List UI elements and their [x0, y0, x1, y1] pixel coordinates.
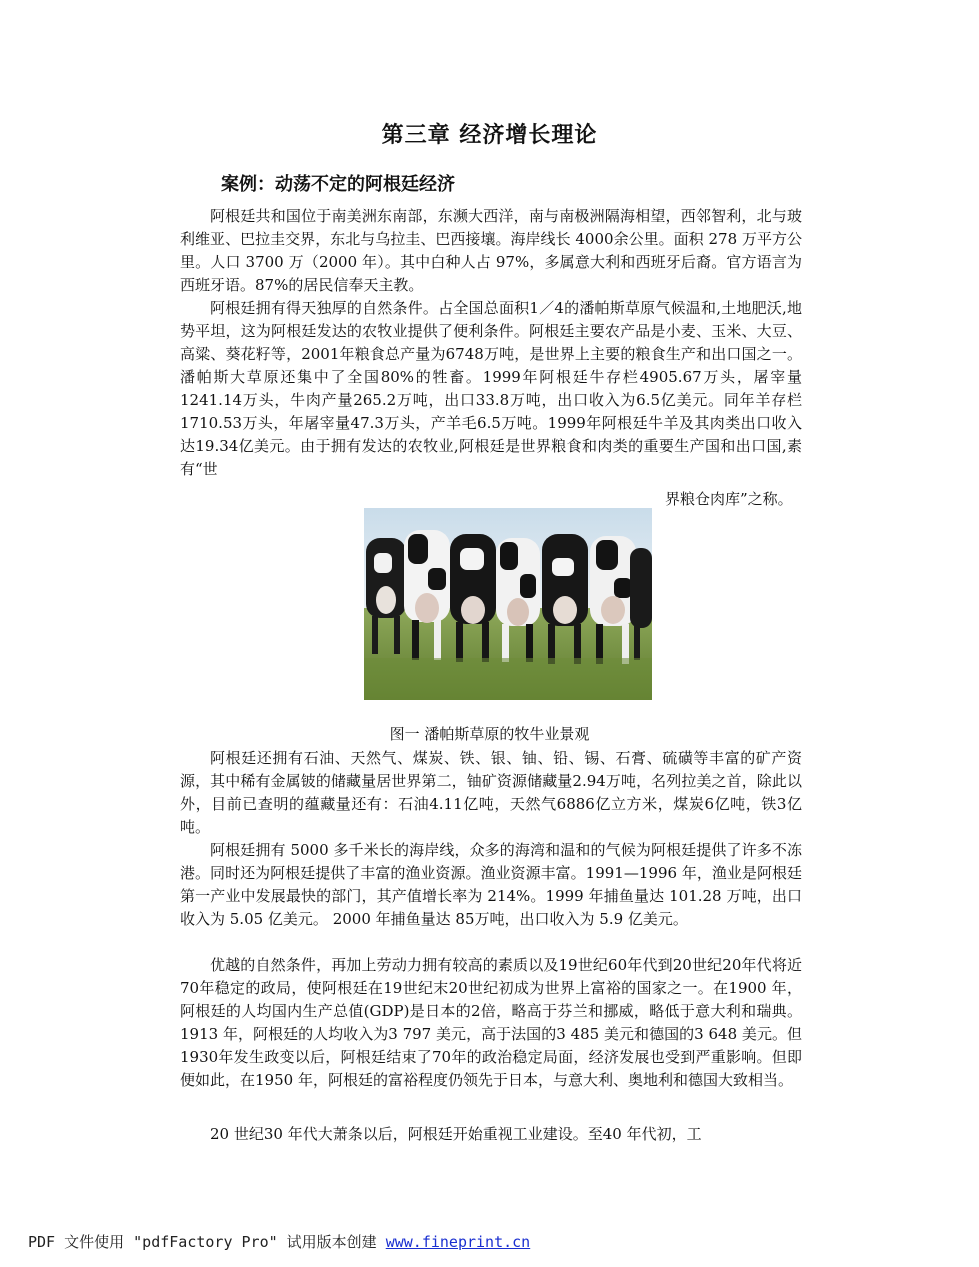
paragraph-history: 优越的自然条件，再加上劳动力拥有较高的素质以及19世纪60年代到20世纪20年代将近70年稳定的政局，使阿根廷在19世纪末20世纪初成为世界上富裕的国家之一。在1900 年，阿根廷的人均国内生产总值(GDP)是日本的2倍，略高于芬兰和挪威，略低于意大利和瑞典。1913 年，阿根廷的人均收入为3 797 美元，高于法国的3 485 美元和德国的3 648 美元。但1930年发生政变以后，阿根廷结束了70年的政治稳定局面，经济发展也受到严重影响。但即便如此，在1950 年，阿根廷的富裕程度仍领先于日本，与意大利、奥地利和德国大致相当。 — [180, 956, 802, 1089]
paragraph-industry: 20 世纪30 年代大萧条以后，阿根廷开始重视工业建设。至40 年代初，工 — [210, 1125, 702, 1143]
cattle-photo — [364, 508, 652, 700]
paragraph-fisheries: 阿根廷拥有 5000 多千米长的海岸线，众多的海湾和温和的气候为阿根廷提供了许多不冻港。同时还为阿根廷提供了丰富的渔业资源。渔业资源丰富。1991—1996 年，渔业是阿根廷第一产业中发展最快的部门，其产值增长率为 214%。1999 年捕鱼量达 101.28 万吨，出口收入为 5.05 亿美元。 2000 年捕鱼量达 85万吨，出口收入为 5.9 亿美元。 — [180, 841, 802, 928]
paragraph-minerals: 阿根廷还拥有石油、天然气、煤炭、铁、银、铀、铅、锡、石膏、硫磺等丰富的矿产资源，其中稀有金属铍的储藏量居世界第二，铀矿资源储藏量2.94万吨，名列拉美之首，除此以外，目前已查明的蕴藏量还有：石油4.11亿吨，天然气6886亿立方米，煤炭6亿吨，铁3亿吨。 — [180, 749, 802, 836]
chapter-title: 第三章 经济增长理论 — [381, 122, 598, 148]
figure-caption: 图一 潘帕斯草原的牧牛业景观 — [389, 725, 590, 743]
footer-link[interactable]: www.fineprint.cn — [385, 1233, 531, 1251]
case-title: 案例：动荡不定的阿根廷经济 — [221, 174, 455, 195]
paragraph-location: 阿根廷共和国位于南美洲东南部，东濒大西洋，南与南极洲隔海相望，西邻智利，北与玻利维亚、巴拉圭交界，东北与乌拉圭、巴西接壤。海岸线长 4000余公里。面积 278 万平方公里。人口 3700 万（2000 年）。其中白种人占 97%，多属意大利和西班牙后裔。官方语言为西班牙语。87%的居民信奉天主教。 — [180, 207, 802, 294]
footer — [28, 1231, 530, 1252]
footer-text: PDF 文件使用 "pdfFactory Pro" 试用版本创建 — [28, 1233, 377, 1251]
paragraph-agriculture: 阿根廷拥有得天独厚的自然条件。占全国总面积1／4的潘帕斯草原气候温和,土地肥沃,地势平坦，这为阿根廷发达的农牧业提供了便利条件。阿根廷主要农产品是小麦、玉米、大豆、高粱、葵花籽等，2001年粮食总产量为6748万吨，是世界上主要的粮食生产和出口国之一。潘帕斯大草原还集中了全国80%的牲畜。1999年阿根廷牛存栏4905.67万头，屠宰量1241.14万头，牛肉产量265.2万吨，出口33.8万吨，出口收入为6.5亿美元。同年羊存栏1710.53万头，年屠宰量47.3万头，产羊毛6.5万吨。1999年阿根廷牛羊及其肉类出口收入达19.34亿美元。由于拥有发达的农牧业,阿根廷是世界粮食和肉类的重要生产国和出口国,素有“世 — [180, 299, 802, 478]
paragraph-agriculture-tail: 界粮仓肉库”之称。 — [665, 490, 793, 508]
